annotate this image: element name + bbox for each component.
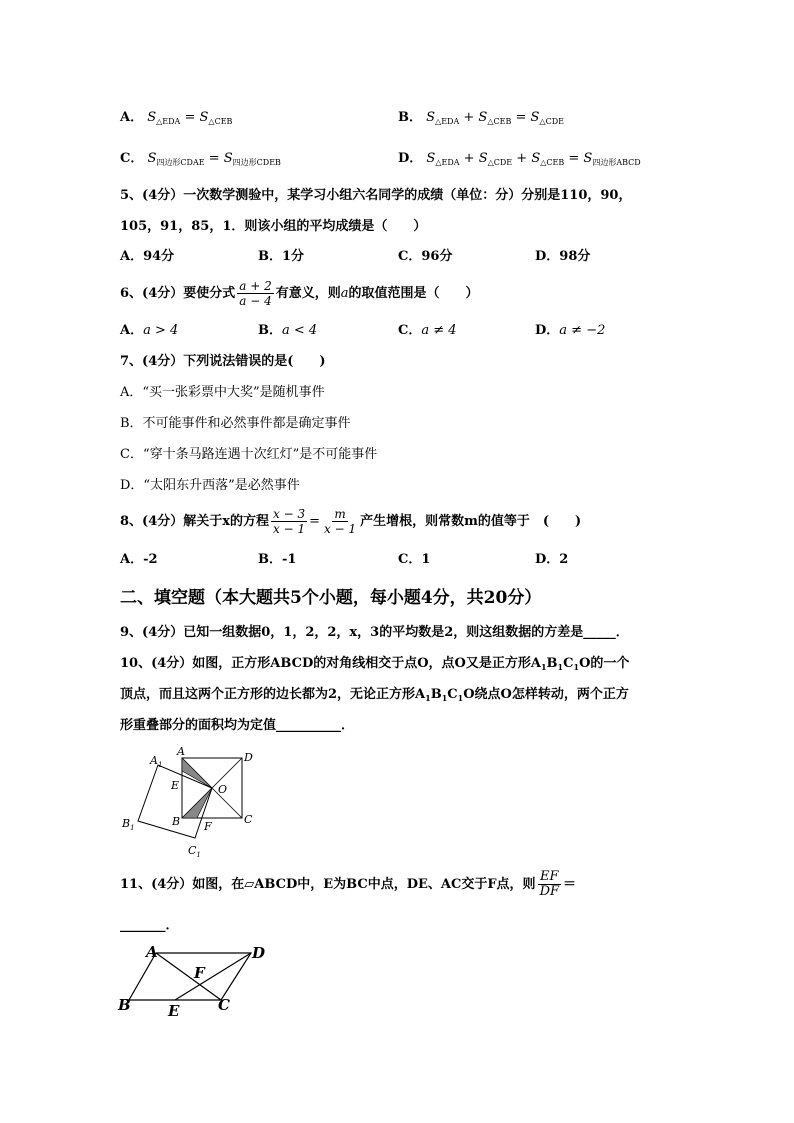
shaded-triangle-bof [182, 788, 212, 818]
q7-option-b: B．不可能事件和必然事件都是确定事件 [120, 416, 351, 431]
label-a1: $A_1$ [150, 754, 163, 769]
q10-stem-line1: 10、(4分）如图，正方形ABCD的对角线相交于点O，点O又是正方形$A_1B_1C_1O$的一个 [120, 656, 630, 672]
q6-option-a: A．a > 4 [120, 323, 179, 338]
label-b: B [172, 815, 181, 828]
label-b1: $B_1$ [122, 817, 135, 832]
q6-option-c: C．a ≠ 4 [398, 323, 457, 338]
q6-option-d: D．a ≠ −2 [535, 323, 606, 338]
q8-stem: 8、(4分）解关于x的方程 $\frac{x - 3}{x - 1}$ = $\frac{m}{x - 1}$ 产生增根，则常数m的值等于 ( ) [120, 507, 582, 536]
label-e: E [171, 779, 180, 792]
q10-stem-line2: 顶点，而且这两个正方形的边长都为2，无论正方形$A_1B_1C_1O$绕点O怎样转动，两个正方 [120, 687, 629, 703]
q8-option-b: B．-1 [258, 552, 297, 567]
label-c: C [218, 996, 230, 1014]
label-o: O [218, 783, 228, 796]
q9-stem: 9、(4分）已知一组数据0，1，2，2，x，3的平均数是2，则这组数据的方差是_____． [120, 625, 629, 640]
q5-option-b: B．1分 [258, 249, 305, 264]
segment-de [175, 953, 251, 1000]
q4-option-d: D． $S_{\triangle EDA} + S_{\triangle CDE} + S_{\triangle CEB} = S_{四边形ABCD}$ [398, 151, 641, 167]
q6-stem: 6、(4分）要使分式 $\frac{a + 2}{a - 4}$ 有意义，则a的取值范围是（ ） [120, 279, 479, 308]
diagonal-ac [156, 953, 221, 1000]
label-a: A [177, 745, 185, 758]
q11-parallelogram-figure [116, 940, 266, 1020]
label-d: D [244, 751, 253, 764]
q7-stem: 7、(4分）下列说法错误的是( ) [120, 354, 326, 369]
q7-option-c: C．“穿十条马路连遇十次红灯”是不可能事件 [120, 447, 378, 462]
q7-option-d: D．“太阳东升西落”是必然事件 [120, 478, 300, 493]
label-c: C [244, 813, 253, 826]
label-d: D [252, 944, 266, 962]
q5-option-a: A．94分 [120, 249, 175, 264]
q4-option-a: A． $S_{\triangle EDA} = S_{\triangle CEB}$ [120, 110, 233, 126]
q5-stem-line2: 105，91，85，1．则该小组的平均成绩是（ ） [120, 219, 427, 234]
label-a: A [146, 943, 158, 961]
label-f: F [204, 820, 212, 833]
q5-option-c: C．96分 [398, 249, 453, 264]
q8-option-d: D．2 [535, 552, 569, 567]
q4-option-b: B． $S_{\triangle EDA} + S_{\triangle CEB} = S_{\triangle CDE}$ [398, 110, 564, 126]
q8-option-c: C．1 [398, 552, 431, 567]
shaded-triangle-aoe [182, 758, 212, 788]
label-b: B [118, 996, 131, 1014]
q4-option-c: C． $S_{四边形CDAE} = S_{四边形CDEB}$ [120, 151, 281, 167]
label-e: E [168, 1002, 180, 1020]
q11-answer-blank: _______． [120, 918, 179, 933]
q5-option-d: D．98分 [535, 249, 591, 264]
q7-option-a: A．“买一张彩票中大奖”是随机事件 [120, 385, 325, 400]
q5-stem-line1: 5、(4分）一次数学测验中，某学习小组六名同学的成绩（单位：分）分别是110，90， [120, 188, 632, 203]
label-c1: $C_1$ [188, 844, 201, 859]
section-title: 二、填空题（本大题共5个小题，每小题4分，共20分） [120, 588, 542, 608]
q10-square-figure [118, 742, 268, 862]
q10-stem-line3: 形重叠部分的面积均为定值__________． [120, 718, 355, 733]
q11-stem: 11、(4分）如图，在▱ABCD中，E为BC中点，DE、AC交于F点，则 $\frac{EF}{DF}$ ＝ [120, 869, 577, 899]
label-f: F [194, 964, 205, 982]
q8-option-a: A．-2 [120, 552, 158, 567]
q6-option-b: B．a < 4 [258, 323, 318, 338]
